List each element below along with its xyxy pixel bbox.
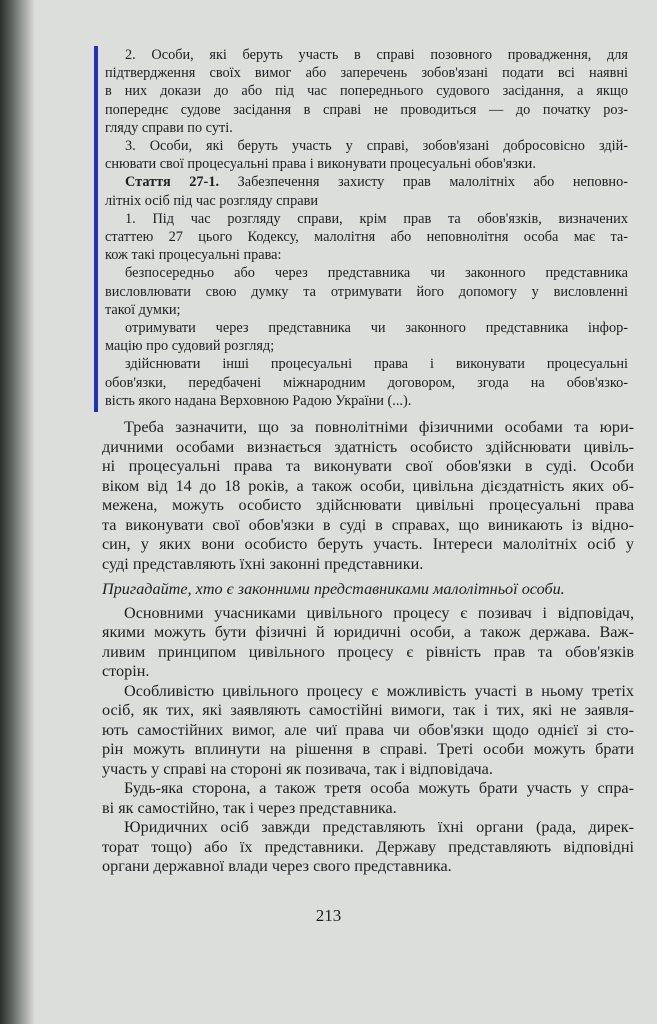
- paragraph-legal-capacity: [102, 418, 634, 574]
- text-line: ють самостійних вимог, але чиї права чи обов'язки щодо однієї зі сто-: [102, 720, 634, 739]
- text-line: 3. Особи, які беруть участь у справі, зобов'язані добросовісно здій-: [125, 138, 628, 155]
- text-line: літніх осіб під час розгляду справи: [105, 192, 318, 209]
- text-line: ні процесуальні права та виконувати свої обов'язки в суді. Особи: [102, 457, 634, 475]
- text-line: дичними особами визнається здатність особисто здійснювати цивіль-: [102, 437, 634, 456]
- paragraph-main-participants: [102, 604, 634, 682]
- text-line: Основними учасниками цивільного процесу є позивач і відповідач,: [124, 603, 634, 622]
- text-line: торат тощо) або їх представники. Державу представляють відповідні: [102, 837, 634, 856]
- law-quote-block: [105, 46, 628, 410]
- quote-marker-bar: [94, 46, 98, 412]
- paragraph-representation: [102, 779, 634, 818]
- text-line: ливим принципом цивільного процесу є рівність прав та обов'язків: [102, 642, 634, 661]
- text-line: Особливістю цивільного процесу є можливість участі в ньому третіх: [124, 681, 634, 700]
- text-line: 1. Під час розгляду справи, крім прав та обов'язків, визначених: [125, 210, 628, 227]
- text-line: снювати свої процесуальні права і виконувати процесуальні обов'язки.: [105, 156, 536, 173]
- quote-paragraph: [105, 319, 628, 355]
- text-line: син, у яких вони особисто беруть участь. Інтереси малолітніх осіб у: [102, 535, 634, 553]
- text-line: суді представляють їхні законні представники.: [102, 554, 424, 573]
- text-line: гляду справи по суті.: [105, 119, 233, 136]
- text-line: участь у справі на стороні як позивача, так і відповідача.: [102, 759, 493, 778]
- text-line: мацію про судовий розгляд;: [105, 338, 275, 355]
- text-line: здійснювати інші процесуальні права і виконувати процесуальні: [125, 356, 628, 373]
- text-line: ві як самостійно, так і через представника.: [102, 798, 397, 817]
- text-line: осіб, як тих, які заявляють самостійні вимоги, так і тих, які не заявля-: [102, 701, 634, 719]
- quote-paragraph: [105, 264, 628, 319]
- text-line: в них докази до або під час попереднього судового засідання, а якщо: [105, 83, 628, 100]
- text-line: якими можуть бути фізичні й юридичні особи, а також держава. Важ-: [102, 623, 634, 641]
- text-line: безпосередньо або через представника чи законного представника: [125, 265, 628, 282]
- text-line: кож такі процесуальні права:: [105, 247, 282, 264]
- paragraph-third-parties: [102, 682, 634, 780]
- text-line: межена, можуть особисто здійснювати цивільні процесуальні права: [102, 496, 634, 514]
- text-line: сторін.: [102, 662, 150, 680]
- text-line: рін можуть вплинути на рішення в справі. Треті особи можуть брати: [102, 740, 634, 758]
- quote-paragraph: [105, 210, 628, 265]
- text-line: Треба зазначити, що за повнолітніми фізичними особами та юри-: [124, 418, 634, 436]
- text-line: обов'язки, передбачені міжнародним договором, згода на обов'язко-: [105, 374, 628, 391]
- text-line: органи державної влади через свого представника.: [102, 857, 452, 875]
- text-line: такої думки;: [105, 301, 181, 318]
- quote-paragraph: [105, 137, 628, 173]
- text-line: статтею 27 цього Кодексу, малолітня або неповнолітня особа має та-: [105, 229, 628, 246]
- page-number: 213: [315, 906, 342, 925]
- text-line: Будь-яка сторона, а також третя особа можуть брати участь у спра-: [124, 779, 634, 797]
- quote-paragraph: [105, 46, 628, 137]
- book-spine-shadow: [0, 0, 34, 1024]
- text-line: віком від 14 до 18 років, а також особи, цивільна дієздатність яких об-: [102, 476, 634, 495]
- text-line: попереднє судове засідання в справі не проводиться — до початку роз-: [105, 101, 628, 118]
- text-line: висловлювати свою думку та отримувати його допомогу у висловленні: [105, 283, 628, 300]
- quote-paragraph: [105, 355, 628, 410]
- text-line: 2. Особи, які беруть участь в справі позовного провадження, для: [125, 47, 628, 63]
- quote-paragraph: [105, 173, 628, 209]
- text-line: [105, 173, 628, 191]
- text-line: вість якого надана Верховною Радою України (...).: [105, 392, 412, 409]
- text-line: підтвердження своїх вимог або заперечень зобов'язані подати всі наявні: [105, 65, 628, 82]
- text-line: Юридичних осіб завжди представляють їхні органи (рада, дирек-: [124, 818, 634, 836]
- article-heading: Стаття 27-1.: [125, 174, 220, 191]
- paragraph-legal-entities: [102, 818, 634, 877]
- text-line-rest: Забезпечення захисту прав малолітніх або неповно-: [219, 174, 628, 191]
- text-line: та виконувати свої обов'язки в суді в справах, що виникають із відно-: [102, 515, 634, 534]
- text-line: отримувати через представника чи законного представника інфор-: [125, 320, 628, 337]
- main-text: [102, 418, 634, 877]
- review-question: Пригадайте, хто є законними представниками малолітньої особи.: [102, 580, 565, 598]
